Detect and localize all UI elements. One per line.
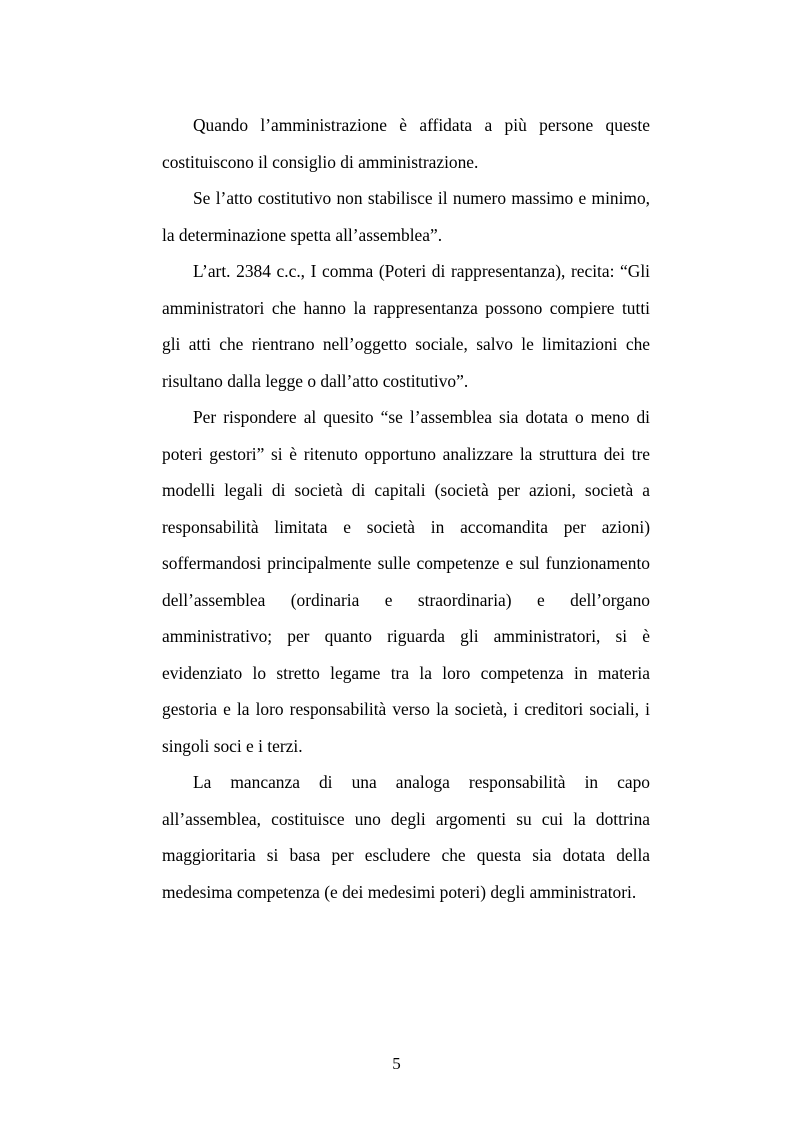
page-number: 5 [392,1054,401,1073]
paragraph-1: Quando l’amministrazione è affidata a più persone queste costituiscono il consiglio di amministrazione. [162,115,650,172]
body-text [162,107,650,910]
paragraph-5: La mancanza di una analoga responsabilità in capo all’assemblea, costituisce uno degli argomenti su cui la dottrina maggioritaria si basa per escludere che questa sia dotata della medesima competenza (e dei medesimi poteri) degli amministratori. [162,772,650,902]
paragraph-3: L’art. 2384 c.c., I comma (Poteri di rappresentanza), recita: “Gli amministratori che hanno la rappresentanza possono compiere tutti gli atti che rientrano nell’oggetto sociale, salvo le limitazioni che risultano dalla legge o dall’atto costitutivo”. [162,261,650,391]
paragraph-4: Per rispondere al quesito “se l’assemblea sia dotata o meno di poteri gestori” si è ritenuto opportuno analizzare la struttura dei tre modelli legali di società di capitali (società per azioni, società a responsabilità limitata e società in accomandita per azioni) soffermandosi principalmente sulle competenze e sul funzionamento dell’assemblea (ordinaria e straordinaria) e dell’organo amministrativo; per quanto riguarda gli amministratori, si è evidenziato lo stretto legame tra la loro competenza in materia gestoria e la loro responsabilità verso la società, i creditori sociali, i singoli soci e i terzi. [162,407,650,756]
paragraph-2: Se l’atto costitutivo non stabilisce il numero massimo e minimo, la determinazione spetta all’assemblea”. [162,188,650,245]
